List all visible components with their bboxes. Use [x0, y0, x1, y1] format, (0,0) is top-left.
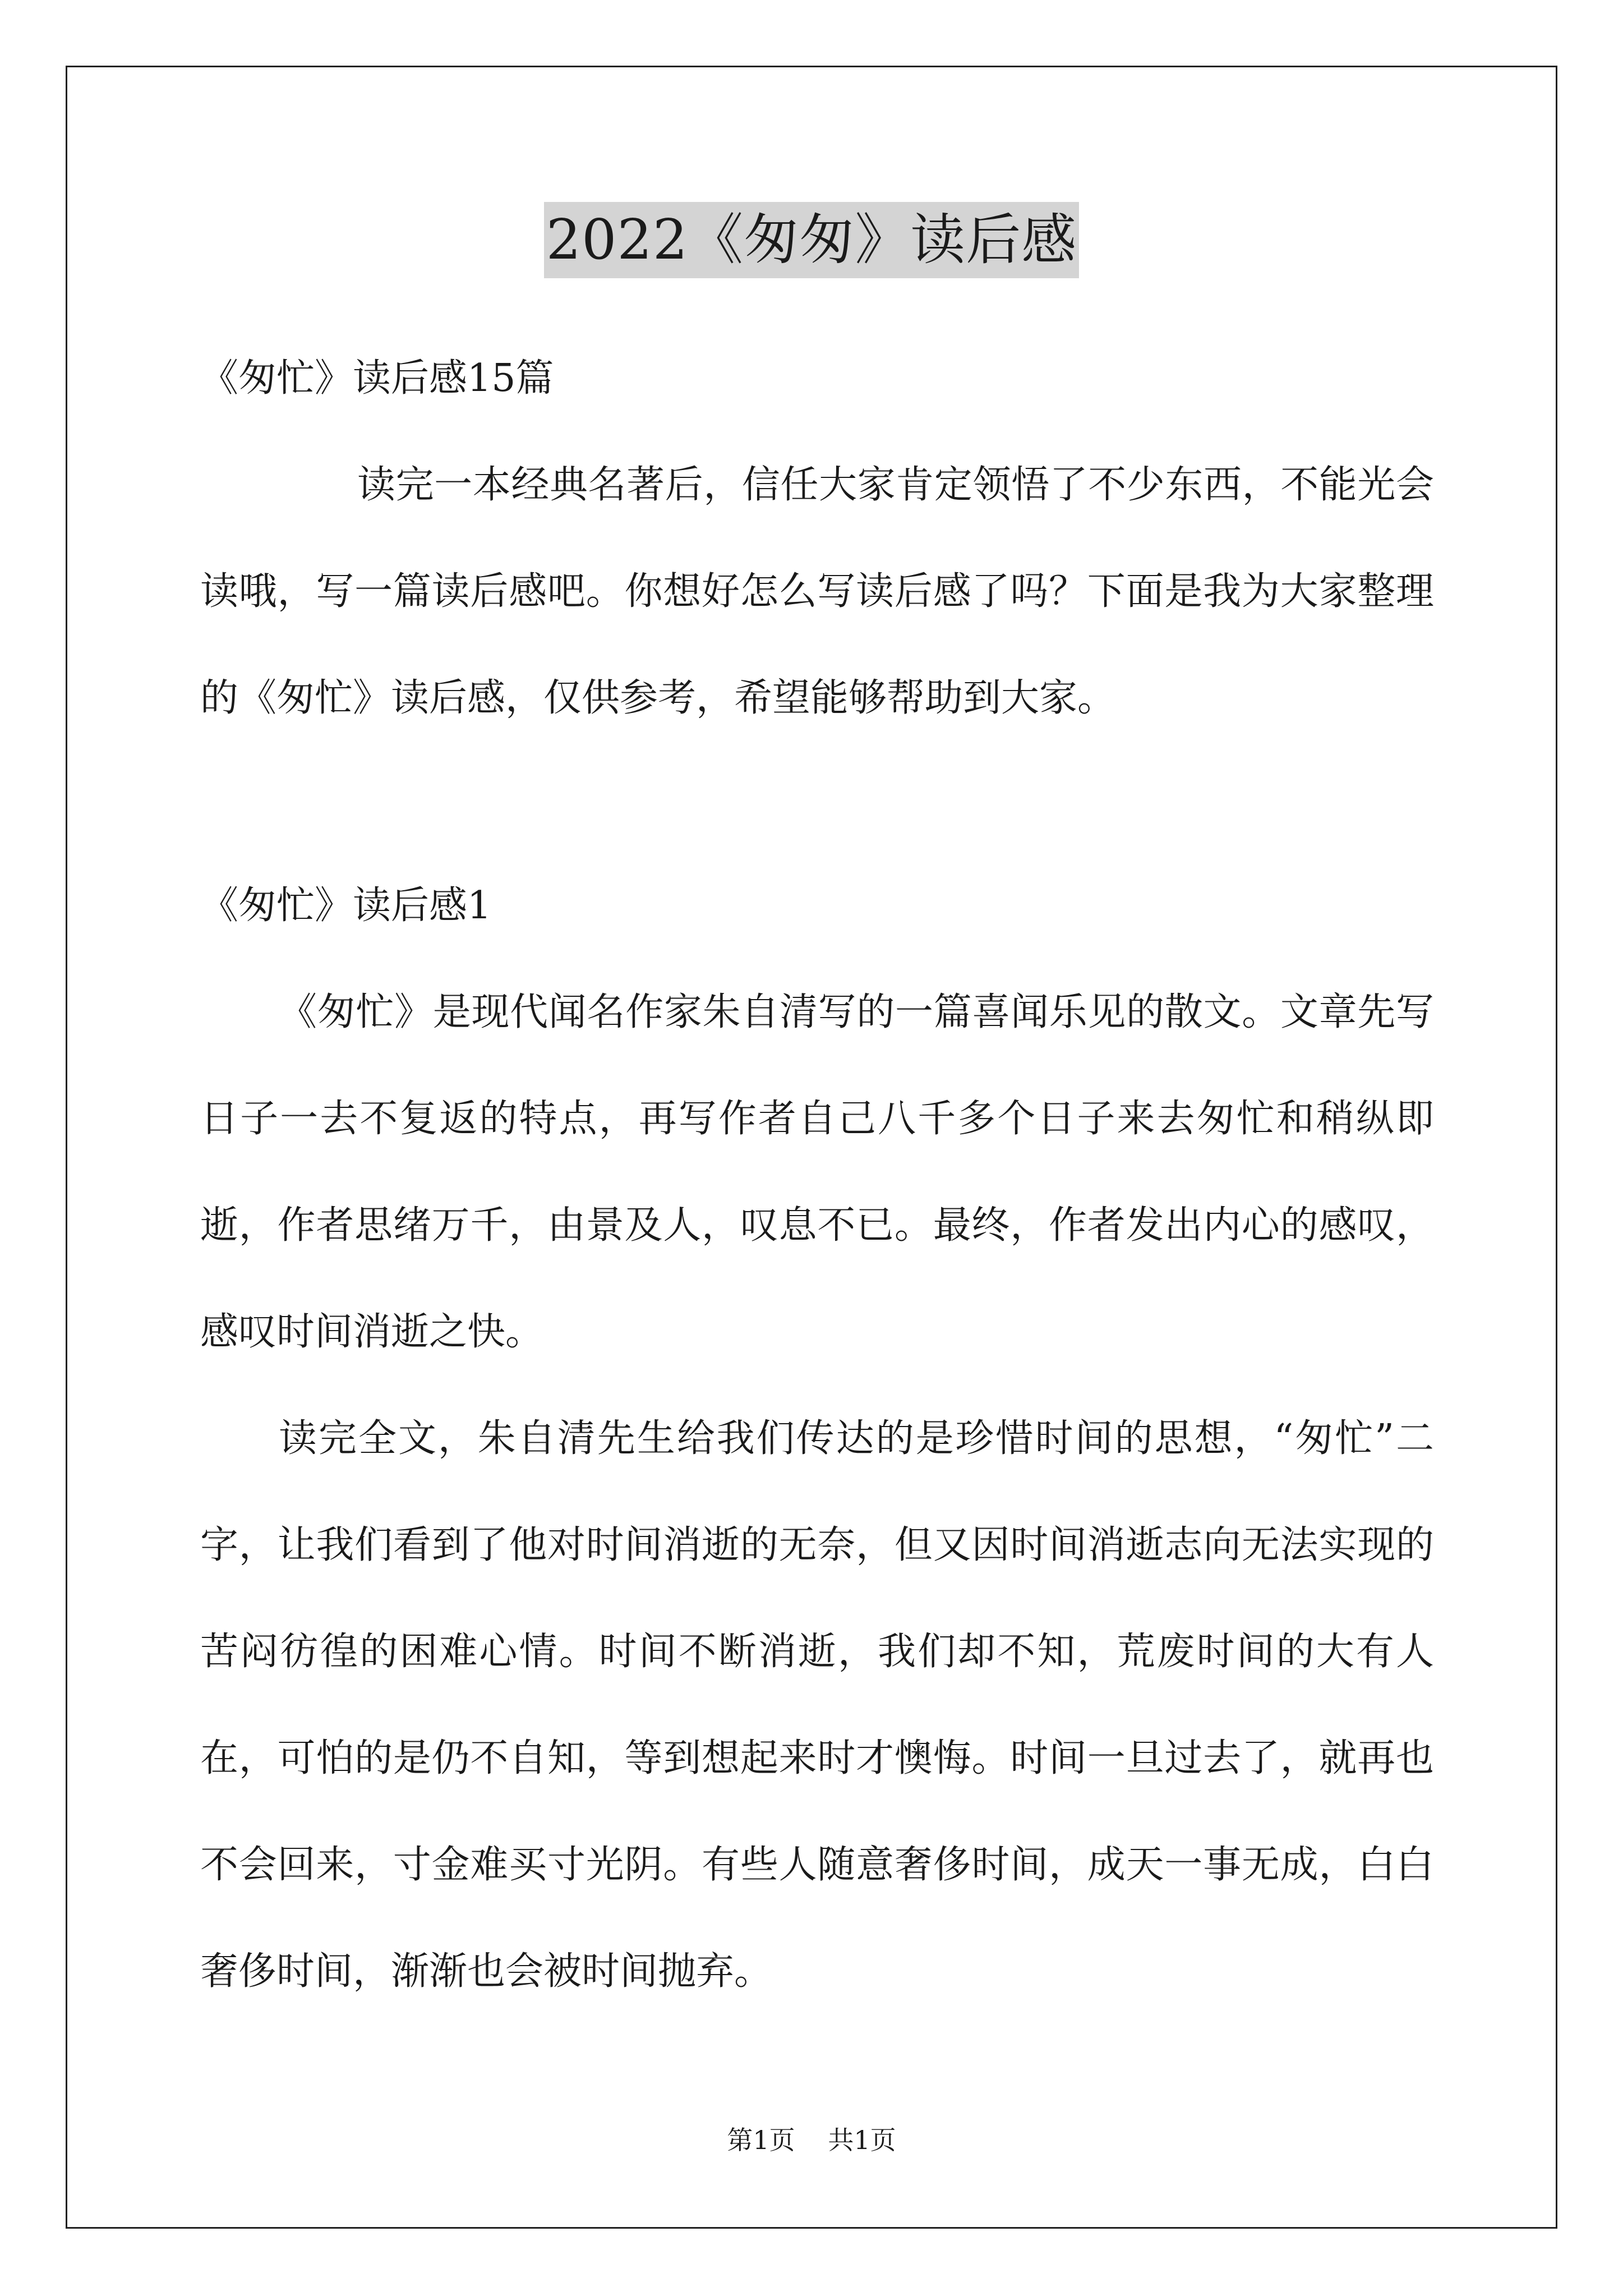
document-subtitle: 《匆忙》读后感15篇 — [200, 356, 554, 401]
intro-paragraph: 读完一本经典名著后，信任大家肯定领悟了不少东西，不能光会读哦，写一篇读后感吧。你想好怎么写读后感了吗？下面是我为大家整理的《匆忙》读后感，仅供参考，希望能够帮助到大家。 — [200, 463, 1434, 720]
page-number: 第1页 — [727, 2125, 795, 2155]
section-spacer — [200, 752, 1434, 853]
body-paragraph-2: 读完全文，朱自清先生给我们传达的是珍惜时间的思想，“匆忙”二字，让我们看到了他对时间消逝的无奈，但又因时间消逝志向无法实现的苦闷彷徨的困难心情。时间不断消逝，我们却不知，荒废时间的大有人在，可怕的是仍不自知，等到想起来时才懊悔。时间一旦过去了，就再也不会回来，寸金难买寸光阴。有些人随意奢侈时间，成天一事无成，白白奢侈时间，渐渐也会被时间抛弃。 — [200, 1416, 1434, 1994]
section-heading: 《匆忙》读后感1 — [200, 884, 492, 928]
document-body — [200, 325, 1434, 2025]
document-title — [0, 202, 1623, 280]
page-total: 共1页 — [828, 2125, 896, 2155]
title-text: 2022《匆匆》读后感 — [544, 202, 1079, 278]
page-footer — [0, 2123, 1623, 2157]
body-paragraph-1: 《匆忙》是现代闻名作家朱自清写的一篇喜闻乐见的散文。文章先写日子一去不复返的特点，再写作者自己八千多个日子来去匆忙和稍纵即逝，作者思绪万千，由景及人，叹息不已。最终，作者发出内心的感叹，感叹时间消逝之快。 — [200, 990, 1434, 1354]
